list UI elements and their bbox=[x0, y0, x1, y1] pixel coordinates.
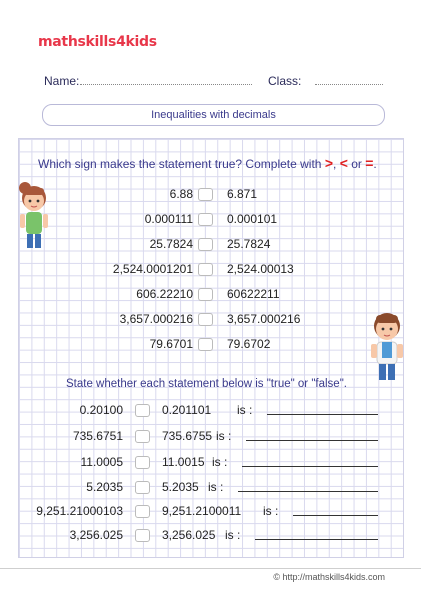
part1-left-value: 6.88 bbox=[169, 187, 193, 201]
is-label: is : bbox=[263, 504, 279, 518]
part2-answer-box[interactable] bbox=[135, 529, 150, 542]
part1-answer-box[interactable] bbox=[198, 313, 213, 326]
class-label: Class: bbox=[268, 74, 302, 88]
part1-instruction-text: Which sign makes the statement true? Complete with bbox=[38, 157, 322, 171]
part1-left-value: 79.6701 bbox=[149, 337, 193, 351]
part1-answer-box[interactable] bbox=[198, 213, 213, 226]
footer-credit: © http://mathskills4kids.com bbox=[273, 572, 385, 582]
name-field[interactable] bbox=[80, 84, 252, 85]
answer-line[interactable] bbox=[246, 440, 378, 441]
sign-greater: > bbox=[324, 155, 333, 171]
part2-instruction: State whether each statement below is "true" or "false". bbox=[66, 378, 347, 390]
footer-divider bbox=[0, 568, 421, 569]
part2-right-value: 0.201101 bbox=[162, 403, 212, 417]
part1-answer-box[interactable] bbox=[198, 238, 213, 251]
part2-left-value: 5.2035 bbox=[86, 480, 123, 494]
part2-right-value: 3,256.025 bbox=[162, 528, 216, 542]
or-word: or bbox=[351, 157, 362, 171]
part2-right-value: 9,251.2100011 bbox=[162, 504, 242, 518]
part2-right-value: 5.2035 bbox=[162, 480, 199, 494]
part1-answer-box[interactable] bbox=[198, 338, 213, 351]
part1-left-value: 0.000111 bbox=[144, 212, 193, 226]
part2-left-value: 735.6751 bbox=[72, 429, 123, 443]
part1-right-value: 60622211 bbox=[227, 287, 280, 301]
part2-answer-box[interactable] bbox=[135, 481, 150, 494]
part2-answer-box[interactable] bbox=[135, 430, 150, 443]
part1-right-value: 79.6702 bbox=[227, 337, 271, 351]
part1-right-value: 6.871 bbox=[227, 187, 258, 201]
answer-line[interactable] bbox=[255, 539, 378, 540]
class-field[interactable] bbox=[315, 84, 383, 85]
part1-answer-box[interactable] bbox=[198, 288, 213, 301]
answer-line[interactable] bbox=[242, 466, 378, 467]
part1-right-value: 0.000101 bbox=[227, 212, 278, 226]
part1-answer-box[interactable] bbox=[198, 263, 213, 276]
boy-illustration bbox=[366, 306, 408, 388]
answer-line[interactable] bbox=[267, 414, 378, 415]
logo-text: mathskills4kids bbox=[38, 34, 157, 50]
is-label: is : bbox=[225, 528, 241, 542]
is-label: is : bbox=[208, 480, 224, 494]
part1-left-value: 3,657.000216 bbox=[119, 312, 193, 326]
is-label: is : bbox=[237, 403, 253, 417]
part2-answer-box[interactable] bbox=[135, 505, 150, 518]
answer-line[interactable] bbox=[238, 491, 378, 492]
part2-answer-box[interactable] bbox=[135, 456, 150, 469]
part1-left-value: 606.22210 bbox=[136, 287, 193, 301]
part2-left-value: 3,256.025 bbox=[69, 528, 123, 542]
part2-right-value: 11.0015 bbox=[162, 455, 205, 469]
part1-instruction bbox=[38, 155, 377, 171]
part2-left-value: 11.0005 bbox=[80, 455, 123, 469]
part1-right-value: 25.7824 bbox=[227, 237, 271, 251]
answer-line[interactable] bbox=[293, 515, 378, 516]
part1-answer-box[interactable] bbox=[198, 188, 213, 201]
part2-left-value: 9,251.21000103 bbox=[36, 504, 123, 518]
part2-right-value: 735.6755 bbox=[162, 429, 213, 443]
instruction-end: . bbox=[373, 157, 377, 171]
name-label: Name: bbox=[44, 74, 80, 88]
sign-less: < bbox=[339, 155, 348, 171]
part1-right-value: 2,524.00013 bbox=[227, 262, 294, 276]
part1-left-value: 2,524.0001201 bbox=[112, 262, 193, 276]
sign-equal: = bbox=[365, 155, 374, 171]
is-label: is : bbox=[216, 429, 232, 443]
sign-separator: , bbox=[333, 157, 337, 171]
site-logo bbox=[38, 34, 157, 50]
part1-left-value: 25.7824 bbox=[149, 237, 193, 251]
is-label: is : bbox=[212, 455, 228, 469]
part2-answer-box[interactable] bbox=[135, 404, 150, 417]
worksheet-title: Inequalities with decimals bbox=[42, 104, 385, 126]
girl-illustration bbox=[14, 178, 54, 254]
part1-right-value: 3,657.000216 bbox=[227, 312, 301, 326]
part2-left-value: 0.20100 bbox=[79, 403, 123, 417]
